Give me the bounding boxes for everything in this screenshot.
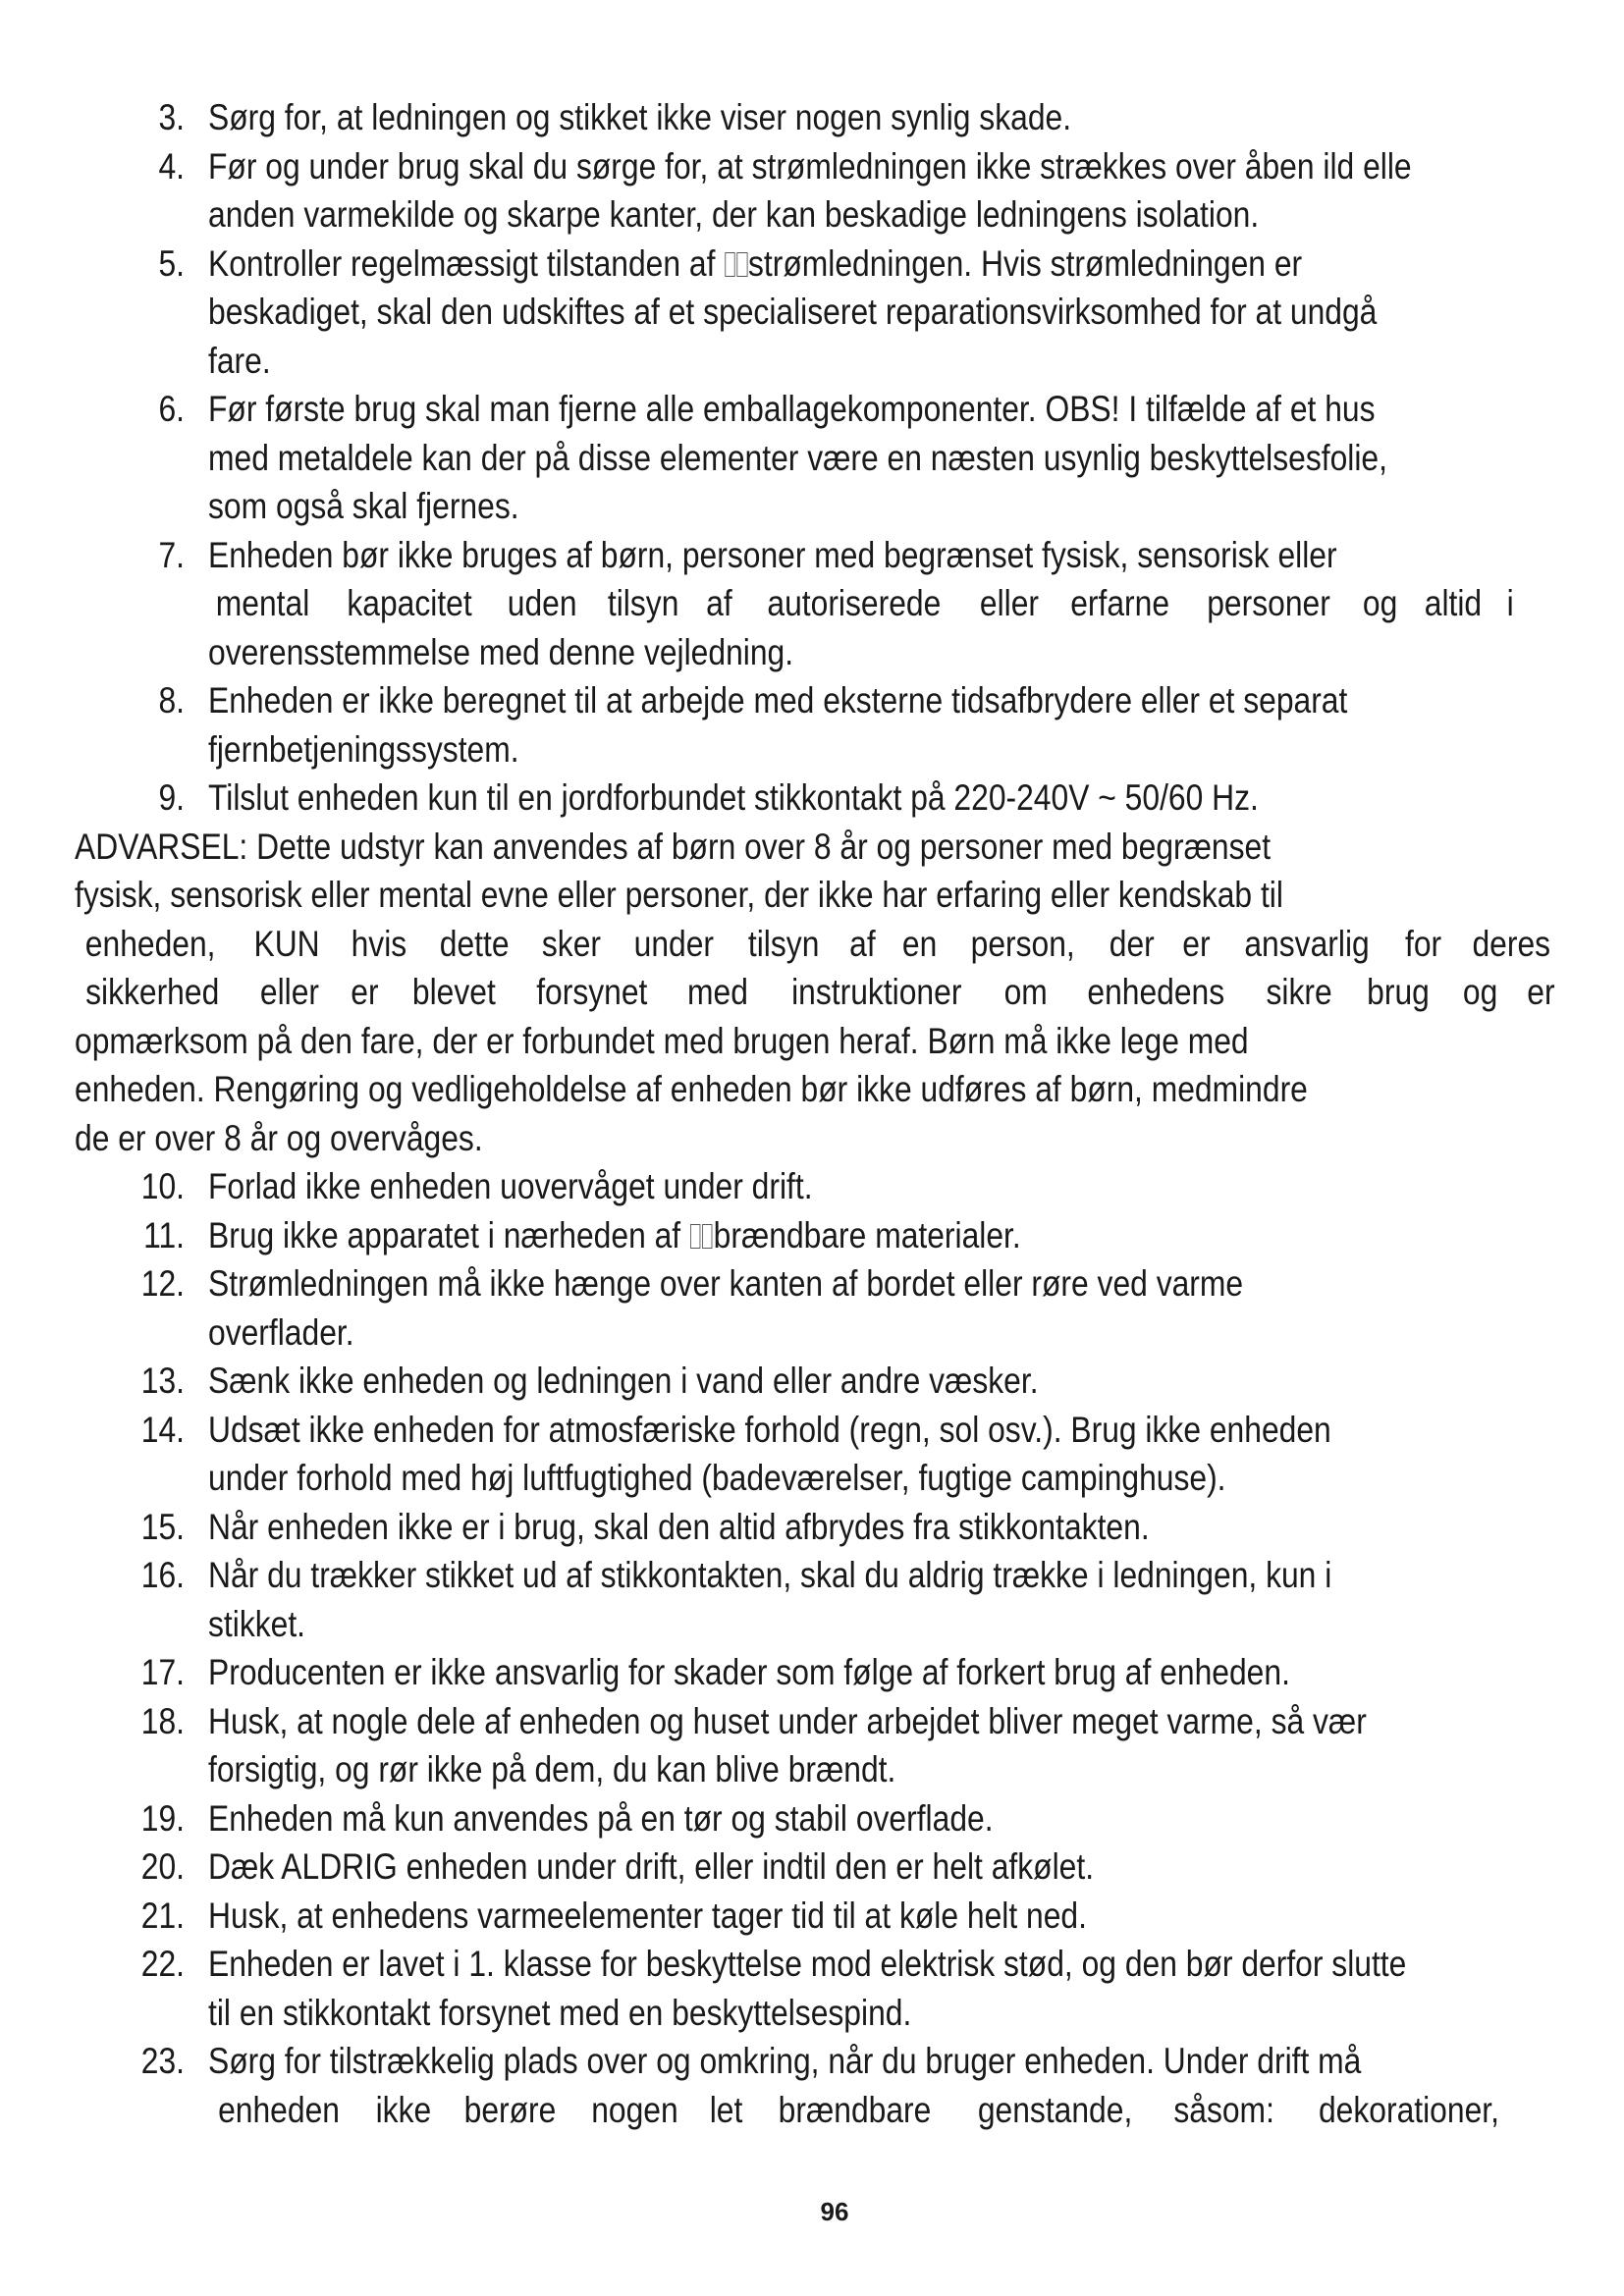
list-item-text-line: Brug ikke apparatet i nærheden af brændbare materialer.: [208, 1214, 1021, 1255]
list-item-text-line: overensstemmelse med denne vejledning.: [208, 631, 794, 672]
list-item-text-line: til en stikkontakt forsynet med en beskyttelsespind.: [208, 1992, 912, 2033]
list-item-number: 8.: [158, 680, 185, 721]
list-item-text-line: anden varmekilde og skarpe kanter, der kan beskadige ledningens isolation.: [208, 194, 1260, 235]
list-item-number: 16.: [140, 1555, 185, 1595]
missing-glyph-box: [702, 1224, 713, 1249]
list-item-text-line: Producenten er ikke ansvarlig for skader som følge af forkert brug af enheden.: [208, 1652, 1290, 1692]
list-item-text-line: Enheden bør ikke bruges af børn, personer med begrænset fysisk, sensorisk eller: [208, 534, 1337, 575]
list-item-number: 14.: [140, 1409, 185, 1450]
list-item-number: 10.: [140, 1166, 185, 1206]
list-item-number: 12.: [140, 1263, 185, 1304]
list-item-text-line: som også skal fjernes.: [208, 486, 519, 526]
list-item-text-line: Kontroller regelmæssigt tilstanden af strømledningen. Hvis strømledningen er: [208, 242, 1303, 284]
list-item-text-line: stikket.: [208, 1603, 306, 1644]
list-item-text-line: under forhold med høj luftfugtighed (badeværelser, fugtige campinghuse).: [208, 1458, 1226, 1498]
list-item-text-line: Når du trækker stikket ud af stikkontakten, skal du aldrig trække i ledningen, kun i: [208, 1555, 1332, 1595]
list-item-number: 21.: [140, 1895, 185, 1936]
warning-text-line: enheden. Rengøring og vedligeholdelse af enheden bør ikke udføres af børn, medmindre: [75, 1069, 1308, 1109]
list-item-text-line: Sørg for tilstrækkelig plads over og omkring, når du bruger enheden. Under drift må: [208, 2041, 1362, 2081]
page-number: 96: [820, 2197, 849, 2226]
warning-text-line: ADVARSEL: Dette udstyr kan anvendes af børn over 8 år og personer med begrænset: [75, 826, 1272, 867]
list-item-text-line: Husk, at nogle dele af enheden og huset under arbejdet bliver meget varme, så vær: [208, 1700, 1367, 1741]
list-item-text-line: Udsæt ikke enheden for atmosfæriske forhold (regn, sol osv.). Brug ikke enheden: [208, 1409, 1331, 1450]
list-item-number: 6.: [158, 389, 185, 429]
list-item-text-line: fare.: [208, 340, 271, 381]
list-item-number: 20.: [140, 1846, 185, 1887]
list-item-text-line: enheden ikke berøre nogen let brændbare genstande, såsom: dekorationer,: [218, 2089, 1499, 2130]
list-item-number: 19.: [140, 1797, 185, 1839]
list-item-text-line: Før og under brug skal du sørge for, at strømledningen ikke strækkes over åben ild elle: [208, 145, 1412, 187]
list-item-number: 22.: [140, 1944, 185, 1984]
list-item-text-line: med metaldele kan der på disse elementer være en næsten usynlig beskyttelsesfolie,: [208, 437, 1387, 478]
list-item-text-line: Forlad ikke enheden uovervåget under drift.: [208, 1166, 813, 1206]
list-item-text-line: mental kapacitet uden tilsyn af autoriserede eller erfarne personer og altid i: [215, 583, 1514, 623]
list-item-text-line: Husk, at enhedens varmeelementer tager tid til at køle helt ned.: [208, 1895, 1087, 1936]
list-item-number: 9.: [158, 777, 185, 818]
warning-text-line: enheden, KUN hvis dette sker under tilsyn af en person, der er ansvarlig for deres: [84, 923, 1551, 964]
list-item-text-line: Enheden er ikke beregnet til at arbejde med eksterne tidsafbrydere eller et separat: [208, 680, 1348, 721]
list-item-text-line: Strømledningen må ikke hænge over kanten af bordet eller røre ved varme: [208, 1263, 1244, 1304]
list-item-number: 15.: [140, 1506, 185, 1547]
list-item-number: 23.: [140, 2041, 185, 2081]
list-item-text-line: Sørg for, at ledningen og stikket ikke viser nogen synlig skade.: [208, 97, 1072, 137]
list-item-text-line: Når enheden ikke er i brug, skal den altid afbrydes fra stikkontakten.: [208, 1506, 1150, 1547]
list-item-text-line: Enheden er lavet i 1. klasse for beskyttelse mod elektrisk stød, og den bør derfor slutte: [208, 1944, 1407, 1984]
missing-glyph-box: [736, 252, 747, 277]
list-item-text-line: overflader.: [208, 1311, 354, 1353]
warning-text-line: fysisk, sensorisk eller mental evne eller personer, der ikke har erfaring eller kendskab til: [75, 875, 1283, 915]
list-item-number: 3.: [158, 97, 185, 137]
list-item-number: 17.: [140, 1652, 185, 1692]
list-item-text-line: forsigtig, og rør ikke på dem, du kan blive brændt.: [208, 1749, 896, 1789]
list-item-text-line: Sænk ikke enheden og ledningen i vand eller andre væsker.: [208, 1361, 1039, 1401]
warning-text-line: de er over 8 år og overvåges.: [75, 1117, 483, 1158]
list-item-text-line: Tilslut enheden kun til en jordforbundet stikkontakt på 220-240V ~ 50/60 Hz.: [208, 777, 1259, 818]
list-item-text-line: beskadiget, skal den udskiftes af et specialiseret reparationsvirksomhed for at undgå: [208, 292, 1378, 332]
warning-text-line: sikkerhed eller er blevet forsynet med instruktioner om enhedens sikre brug og er: [85, 972, 1555, 1012]
missing-glyph-box: [690, 1224, 701, 1249]
list-item-number: 7.: [158, 534, 185, 575]
list-item-number: 11.: [143, 1214, 185, 1255]
missing-glyph-box: [725, 252, 735, 277]
list-item-text-line: Enheden må kun anvendes på en tør og stabil overflade.: [208, 1797, 994, 1839]
list-item-number: 5.: [158, 242, 185, 284]
warning-text-line: opmærksom på den fare, der er forbundet med brugen heraf. Børn må ikke lege med: [75, 1020, 1249, 1061]
list-item-text-line: Dæk ALDRIG enheden under drift, eller indtil den er helt afkølet.: [208, 1846, 1095, 1887]
list-item-number: 13.: [140, 1361, 185, 1401]
list-item-text-line: fjernbetjeningssystem.: [208, 728, 519, 770]
list-item-number: 18.: [140, 1700, 185, 1741]
list-item-number: 4.: [158, 145, 185, 187]
list-item-text-line: Før første brug skal man fjerne alle emballagekomponenter. OBS! I tilfælde af et hus: [208, 389, 1376, 429]
